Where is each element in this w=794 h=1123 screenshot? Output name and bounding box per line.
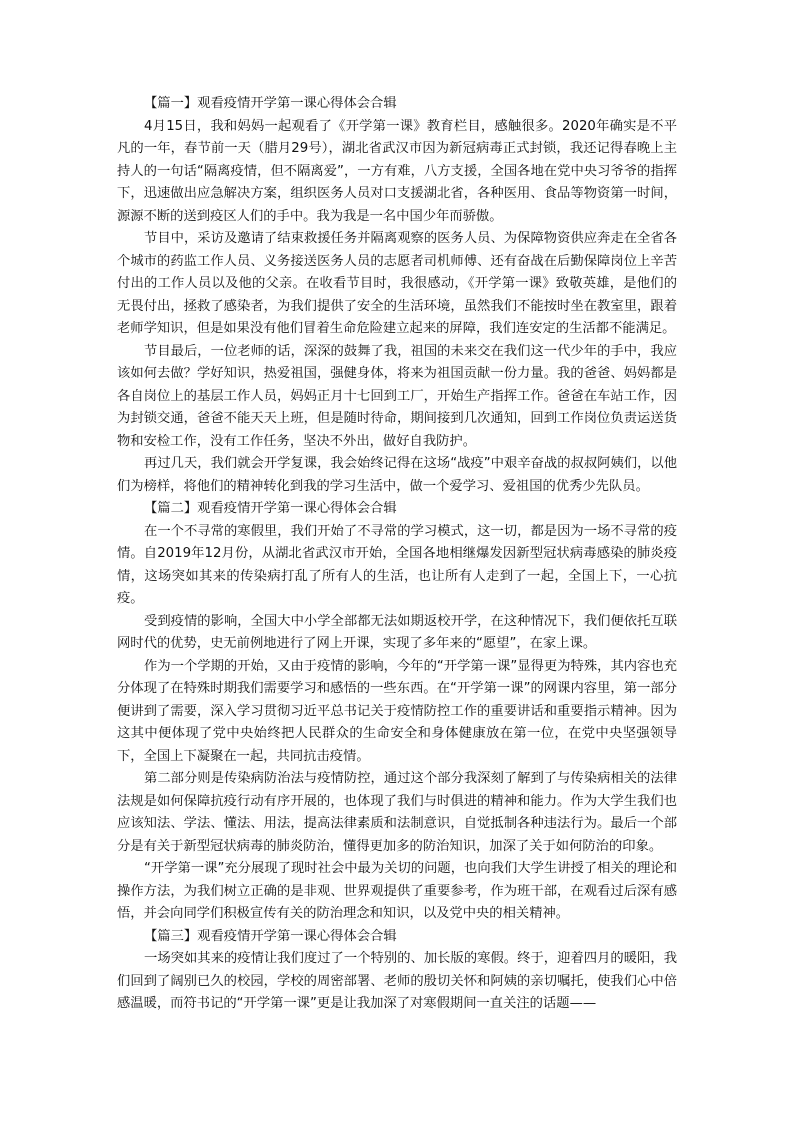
section-2-paragraph-1: 在一个不寻常的寒假里，我们开始了不寻常的学习模式，这一切，都是因为一场不寻常的疫情。自2019年12月份，从湖北省武汉市开始，全国各地相继爆发因新型冠状病毒感染的肺炎疫情，这场突如其来的传染病打乱了所有人的生活，也让所有人走到了一起，全国上下，一心抗疫。 xyxy=(117,523,677,606)
section-1-paragraph-2: 节目中，采访及邀请了结束救援任务并隔离观察的医务人员、为保障物资供应奔走在全省各个城市的药监工作人员、义务接送医务人员的志愿者司机师傅、还有奋战在后勤保障岗位上辛苦付出的工作人员以及他的父亲。在收看节目时，我很感动，《开学第一课》致敬英雄，是他们的无畏付出，拯救了感染者，为我们提供了安全的生活环境，虽然我们不能按时坐在教室里，跟着老师学知识，但是如果没有他们冒着生命危险建立起来的屏障，我们连安定的生活都不能满足。 xyxy=(117,231,677,336)
section-2-paragraph-3: 作为一个学期的开始，又由于疫情的影响，今年的“开学第一课”显得更为特殊，其内容也充分体现了在特殊时期我们需要学习和感悟的一些东西。在“开学第一课”的网课内容里，第一部分便讲到了需要，深入学习贯彻习近平总书记关于疫情防控工作的重要讲话和重要指示精神。因为这其中便体现了党中央始终把人民群众的生命安全和身体健康放在第一位，在党中央坚强领导下，全国上下凝聚在一起，共同抗击疫情。 xyxy=(117,658,677,764)
section-2-paragraph-5: “开学第一课”充分展现了现时社会中最为关切的问题，也向我们大学生讲授了相关的理论和操作方法，为我们树立正确的是非观、世界观提供了重要参考，作为班干部，在观看过后深有感悟，并会向同学们积极宣传有关的防治理念和知识，以及党中央的相关精神。 xyxy=(117,861,677,921)
section-3-heading: 【篇三】观看疫情开学第一课心得体会合辑 xyxy=(144,928,397,944)
section-1-paragraph-1: 4月15日，我和妈妈一起观看了《开学第一课》教育栏目，感触很多。2020年确实是不平凡的一年，春节前一天（腊月29号），湖北省武汉市因为新冠病毒正式封锁，我还记得春晚上主持人的一句话“隔离疫情，但不隔离爱”，一方有难，八方支援，全国各地在党中央习爷爷的指挥下，迅速做出应急解决方案，组织医务人员对口支援湖北省，各种医用、食品等物资第一时间，源源不断的送到疫区人们的手中。我为我是一名中国少年而骄傲。 xyxy=(117,118,677,224)
section-2-paragraph-4: 第二部分则是传染病防治法与疫情防控，通过这个部分我深刻了解到了与传染病相关的法律法规是如何保障抗疫行动有序开展的，也体现了我们与时俱进的精神和能力。作为大学生我们也应该知法、学法、懂法、用法，提高法律素质和法制意识，自觉抵制各种违法行为。最后一个部分是有关于新型冠状病毒的肺炎防治，懂得更加多的防治知识，加深了关于如何防治的印象。 xyxy=(117,771,677,854)
section-1-heading: 【篇一】观看疫情开学第一课心得体会合辑 xyxy=(144,96,397,111)
section-2-heading: 【篇二】观看疫情开学第一课心得体会合辑 xyxy=(144,501,397,516)
section-1-paragraph-3: 节目最后，一位老师的话，深深的鼓舞了我，祖国的未来交在我们这一代少年的手中，我应该如何去做？学好知识，热爱祖国，强健身体，将来为祖国贡献一份力量。我的爸爸、妈妈都是各自岗位上的基层工作人员，妈妈正月十七回到工厂，开始生产指挥工作。爸爸在车站工作，因为封锁交通，爸爸不能天天上班，但是随时待命，期间接到几次通知，回到工作岗位负责运送货物和安检工作，没有工作任务，坚决不外出，做好自我防护。 xyxy=(117,343,677,449)
section-1-paragraph-4: 再过几天，我们就会开学复课，我会始终记得在这场“战疫”中艰辛奋战的叔叔阿姨们，以他们为榜样，将他们的精神转化到我的学习生活中，做一个爱学习、爱祖国的优秀少先队员。 xyxy=(117,456,677,494)
section-2-paragraph-2: 受到疫情的影响，全国大中小学全部都无法如期返校开学，在这种情况下，我们便依托互联网时代的优势，史无前例地进行了网上开课，实现了多年来的“愿望”，在家上课。 xyxy=(117,613,677,651)
document-page xyxy=(117,93,677,1016)
section-3-paragraph-1: 一场突如其来的疫情让我们度过了一个特别的、加长版的寒假。终于，迎着四月的暖阳，我们回到了阔别已久的校园，学校的周密部署、老师的殷切关怀和阿姨的亲切嘱托，使我们心中倍感温暖，而符书记的“开学第一课”更是让我加深了对寒假期间一直关注的话题—— xyxy=(117,951,677,1011)
